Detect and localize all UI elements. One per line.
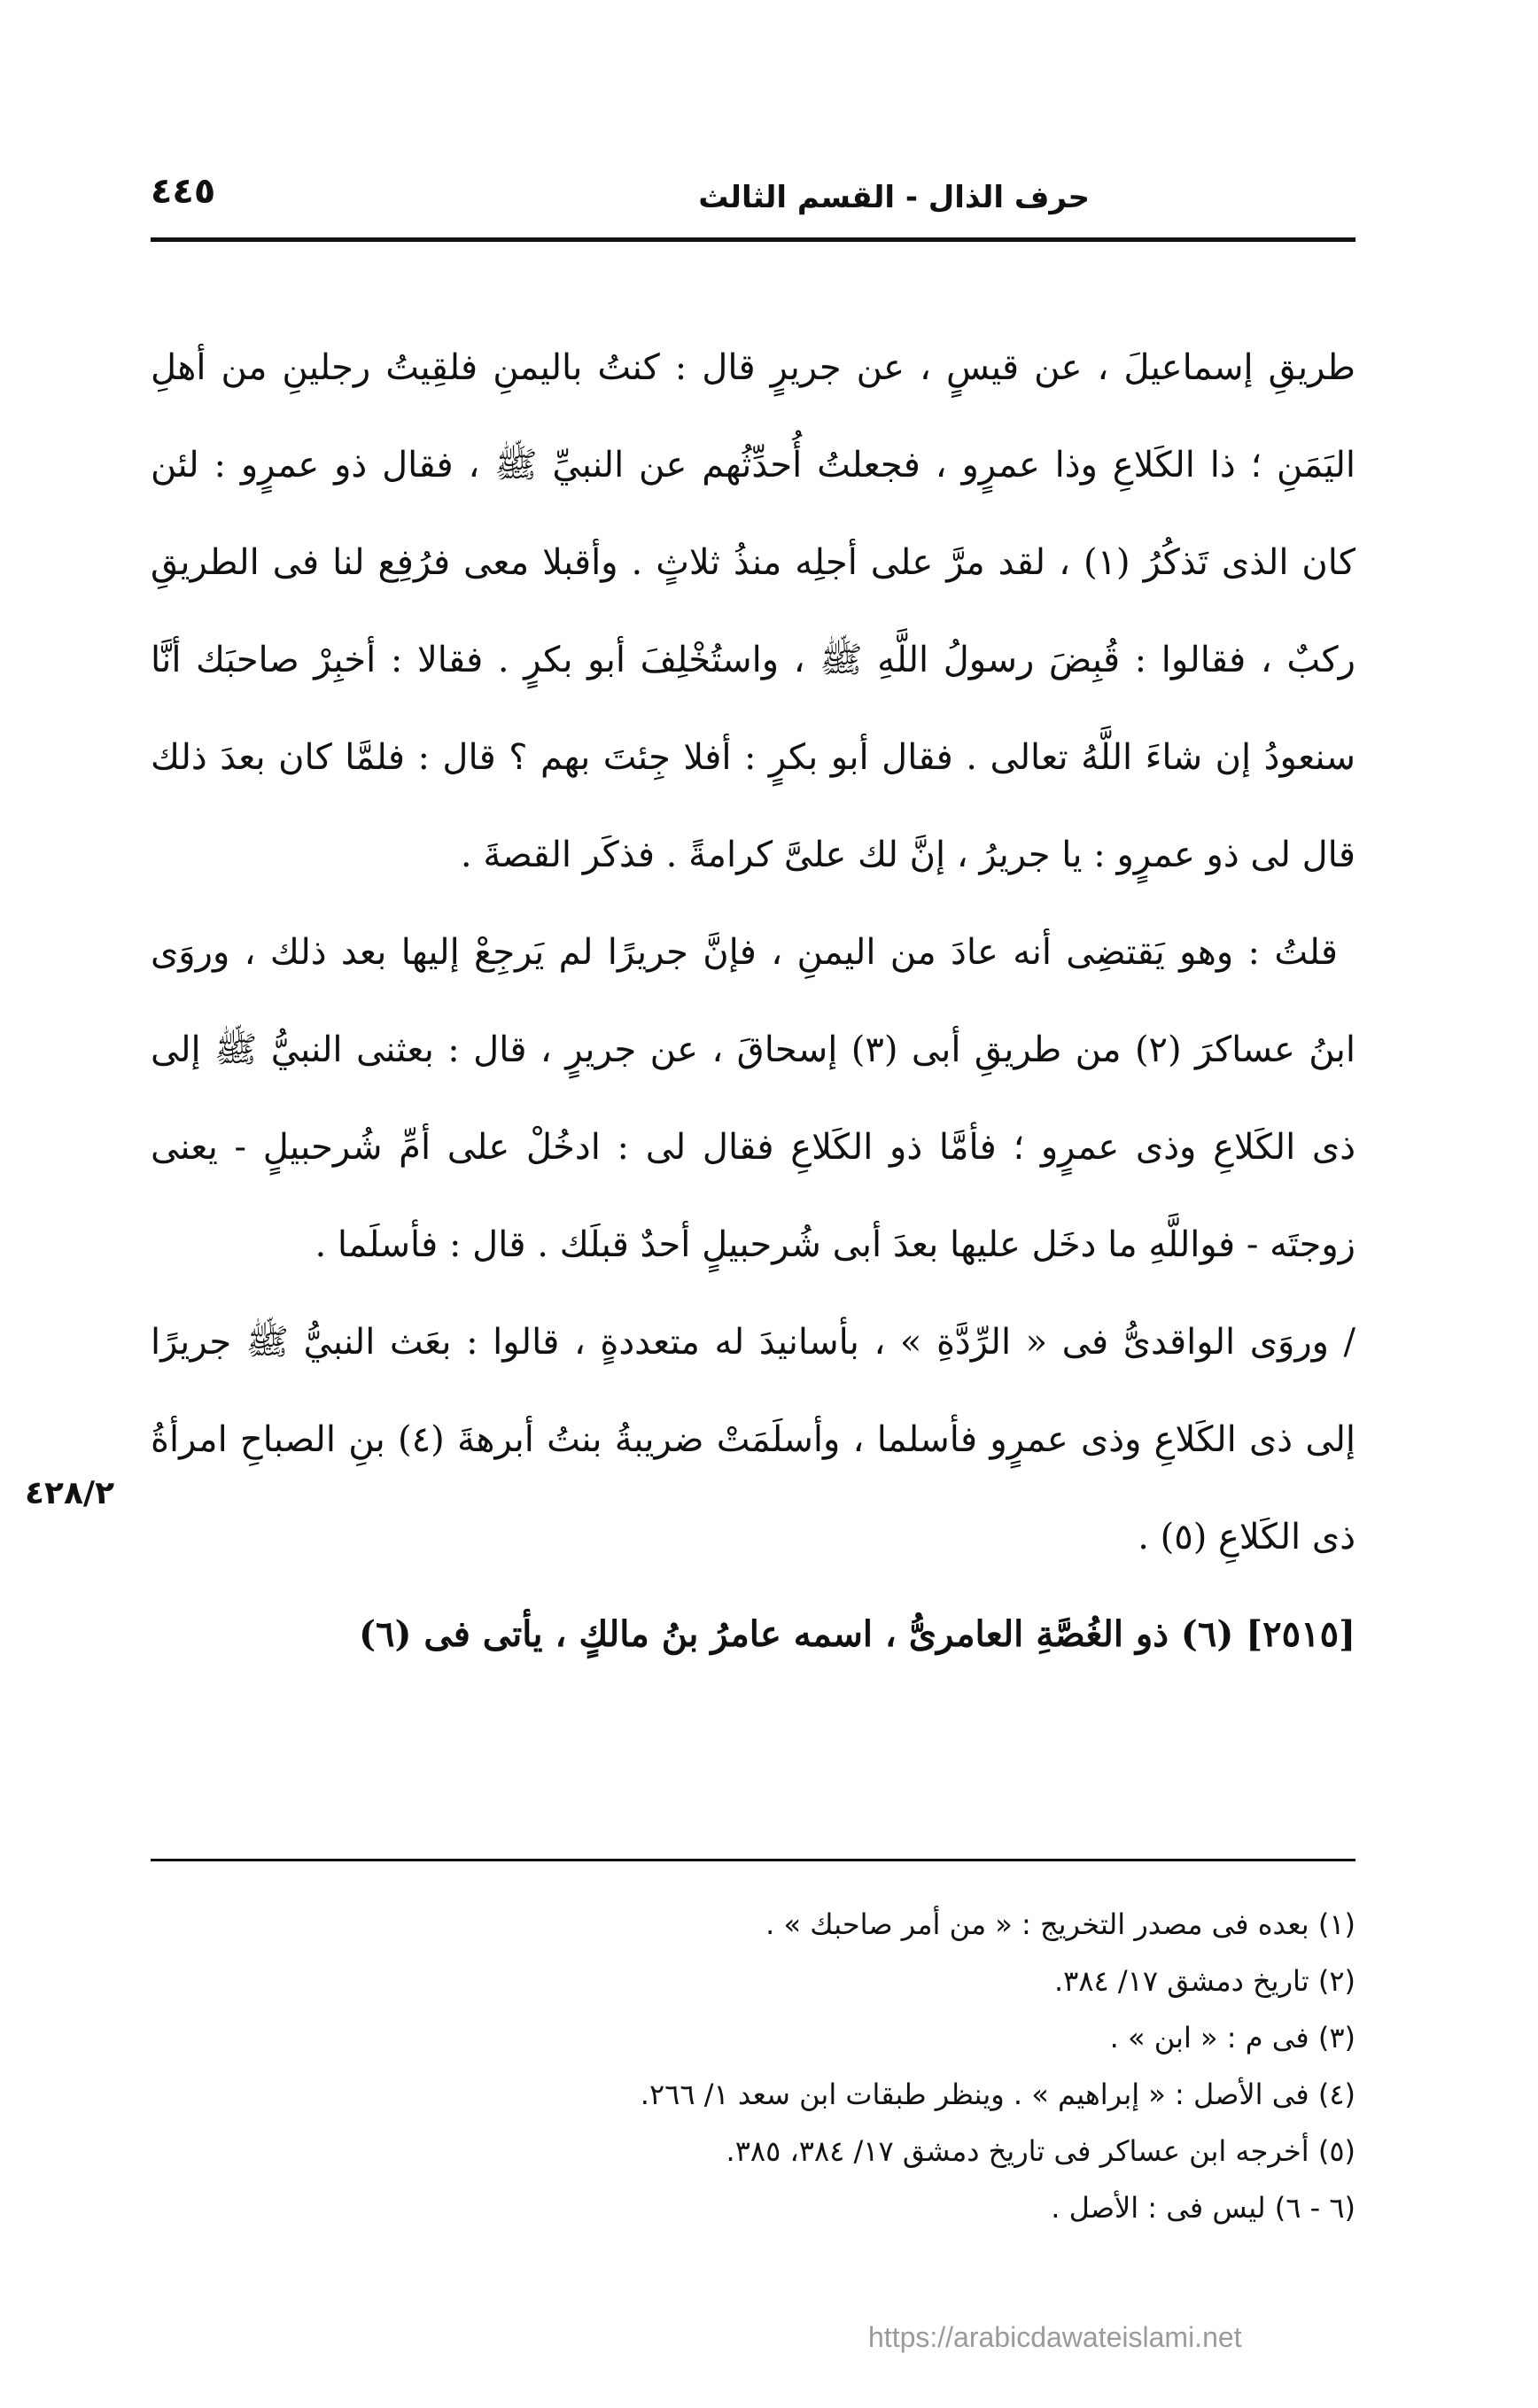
paragraph-2: قلتُ : وهو يَقتضِى أنه عادَ من اليمنِ ، فإنَّ جريرًا لم يَرجِعْ إليها بعد ذلك ، وروَى ابنُ عساكرَ (٢) من طريقِ أبى (٣) إسحاقَ ، عن جريرٍ ، قال : بعثنى النبيُّ ﷺ إلى ذى الكَلاعِ وذى عمرٍو ؛ فأمَّا ذو الكَلاعِ فقال لى : ادخُلْ على أمِّ شُرحبيلٍ - يعنى زوجتَه - فواللَّهِ ما دخَل عليها بعدَ أبى شُرحبيلٍ أحدٌ قبلَك . قال : فأسلَما . [151, 932, 1355, 1265]
header-divider [151, 237, 1355, 242]
entry-heading: [٢٥١٥] (٦) ذو الغُصَّةِ العامرىُّ ، اسمه عامرُ بنُ مالكٍ ، يأتى فى (٦) [359, 1613, 1355, 1655]
chapter-title: حرف الذال - القسم الثالث [698, 180, 1090, 215]
footnote-2: (٢) تاريخ دمشق ١٧/ ٣٨٤. [1053, 1964, 1355, 1998]
footnote-divider [151, 1859, 1355, 1861]
footnote-4: (٤) فى الأصل : « إبراهيم » . وينظر طبقات ابن سعد ١/ ٢٦٦. [640, 2078, 1355, 2111]
main-text [151, 319, 1355, 1683]
page-number: ٤٤٥ [151, 171, 216, 212]
margin-volume-page-note: ٤٢٨/٢ [25, 1475, 115, 1511]
footnote-1: (١) بعده فى مصدر التخريج : « من أمر صاحبك » . [765, 1907, 1355, 1941]
footnote-6: (٦ - ٦) ليس فى : الأصل . [1051, 2191, 1355, 2225]
page-header [151, 164, 1355, 235]
paragraph-3: / وروَى الواقدىُّ فى « الرِّدَّةِ » ، بأسانيدَ له متعددةٍ ، قالوا : بعَث النبيُّ ﷺ جريرًا إلى ذى الكَلاعِ وذى عمرٍو فأسلما ، وأسلَمَتْ ضريبةُ بنتُ أبرهةَ (٤) بنِ الصباحِ امرأةُ ذى الكَلاعِ (٥) . [151, 1322, 1355, 1557]
paragraph-1: طريقِ إسماعيلَ ، عن قيسٍ ، عن جريرٍ قال : كنتُ باليمنِ فلقِيتُ رجلينِ من أهلِ اليَمَنِ ؛ ذا الكَلاعِ وذا عمرٍو ، فجعلتُ أُحدِّثُهم عن النبيِّ ﷺ ، فقال ذو عمرٍو : لئن كان الذى تَذكُرُ (١) ، لقد مرَّ على أجلِه منذُ ثلاثٍ . وأقبلا معى فرُفِع لنا فى الطريقِ ركبٌ ، فقالوا : قُبِضَ رسولُ اللَّهِ ﷺ ، واستُخْلِفَ أبو بكرٍ . فقالا : أخبِرْ صاحبَك أنَّا سنعودُ إن شاءَ اللَّهُ تعالى . فقال أبو بكرٍ : أفلا جِئتَ بهم ؟ قال : فلمَّا كان بعدَ ذلك قال لى ذو عمرٍو : يا جريرُ ، إنَّ لك علىَّ كرامةً . فذكَر القصةَ . [151, 347, 1356, 875]
watermark-url: https://arabicdawateislami.net [868, 2321, 1242, 2353]
footnotes [151, 1896, 1355, 2236]
footnote-5: (٥) أخرجه ابن عساكر فى تاريخ دمشق ١٧/ ٣٨٤، ٣٨٥. [726, 2134, 1355, 2168]
footnote-3: (٣) فى م : « ابن » . [1109, 2021, 1355, 2055]
